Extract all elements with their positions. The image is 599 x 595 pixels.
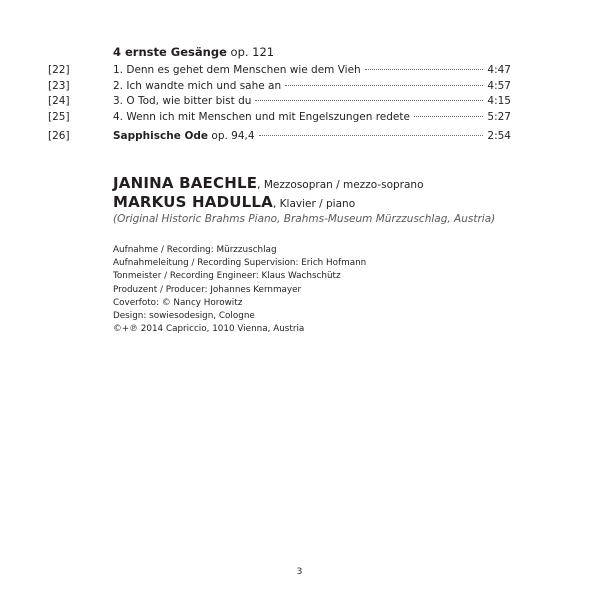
credit-line: Aufnahmeleitung / Recording Supervision: Erich Hofmann xyxy=(113,258,367,269)
track-duration: 5:27 xyxy=(487,111,511,123)
credit-line: Coverfoto: © Nancy Horowitz xyxy=(113,297,243,308)
instrument-note: (Original Historic Brahms Piano, Brahms-Museum Mürzzuschlag, Austria) xyxy=(113,213,496,225)
track-duration: 4:47 xyxy=(487,64,511,76)
track-opus: op. 94,4 xyxy=(211,130,255,142)
credit-line: Tonmeister / Recording Engineer: Klaus Wachschütz xyxy=(113,271,341,282)
track-title: 3. O Tod, wie bitter bist du xyxy=(113,95,252,107)
track-number: [24] xyxy=(48,95,70,107)
track-title: 1. Denn es gehet dem Menschen wie dem Vieh xyxy=(113,64,361,76)
work-opus: op. 121 xyxy=(230,45,275,59)
dot-leader xyxy=(285,85,483,86)
credit-line: Aufnahme / Recording: Mürzzuschlag xyxy=(113,245,277,255)
dot-leader xyxy=(259,135,484,136)
track-line xyxy=(113,110,511,124)
track-line xyxy=(113,94,511,108)
track-duration: 4:57 xyxy=(487,80,511,92)
track-row xyxy=(0,129,599,143)
credits-block xyxy=(113,244,366,323)
credit-line: Produzent / Producer: Johannes Kernmayer xyxy=(113,284,302,295)
track-number: [26] xyxy=(48,130,70,142)
performer-singer xyxy=(113,173,424,192)
dot-leader xyxy=(414,116,483,117)
page-number: 3 xyxy=(296,567,303,577)
performer-role: , Mezzosopran / mezzo-soprano xyxy=(257,179,424,191)
work-heading xyxy=(113,45,274,59)
track-number: [23] xyxy=(48,80,70,92)
track-duration: 2:54 xyxy=(487,130,511,142)
track-title xyxy=(113,129,255,143)
copyright-notice: ©+℗ 2014 Capriccio, 1010 Vienna, Austria xyxy=(113,324,305,334)
track-row xyxy=(0,94,599,108)
credit-line: Design: sowiesodesign, Cologne xyxy=(113,311,255,322)
track-row xyxy=(0,79,599,93)
track-line xyxy=(113,79,511,93)
performer-pianist xyxy=(113,192,355,211)
dot-leader xyxy=(255,100,483,101)
dot-leader xyxy=(365,69,484,70)
track-work-title: Sapphische Ode xyxy=(113,130,209,142)
track-number: [25] xyxy=(48,111,70,123)
track-row xyxy=(0,110,599,124)
track-duration: 4:15 xyxy=(487,95,511,107)
work-title: 4 ernste Gesänge xyxy=(113,45,227,59)
track-line xyxy=(113,129,511,143)
track-line xyxy=(113,63,511,77)
track-number: [22] xyxy=(48,64,70,76)
track-row xyxy=(0,63,599,77)
performer-name: JANINA BAECHLE xyxy=(113,174,258,192)
track-title: 4. Wenn ich mit Menschen und mit Engelszungen redete xyxy=(113,111,410,123)
performer-name: MARKUS HADULLA xyxy=(113,193,273,211)
track-title: 2. Ich wandte mich und sahe an xyxy=(113,80,282,92)
performer-role: , Klavier / piano xyxy=(272,198,356,210)
